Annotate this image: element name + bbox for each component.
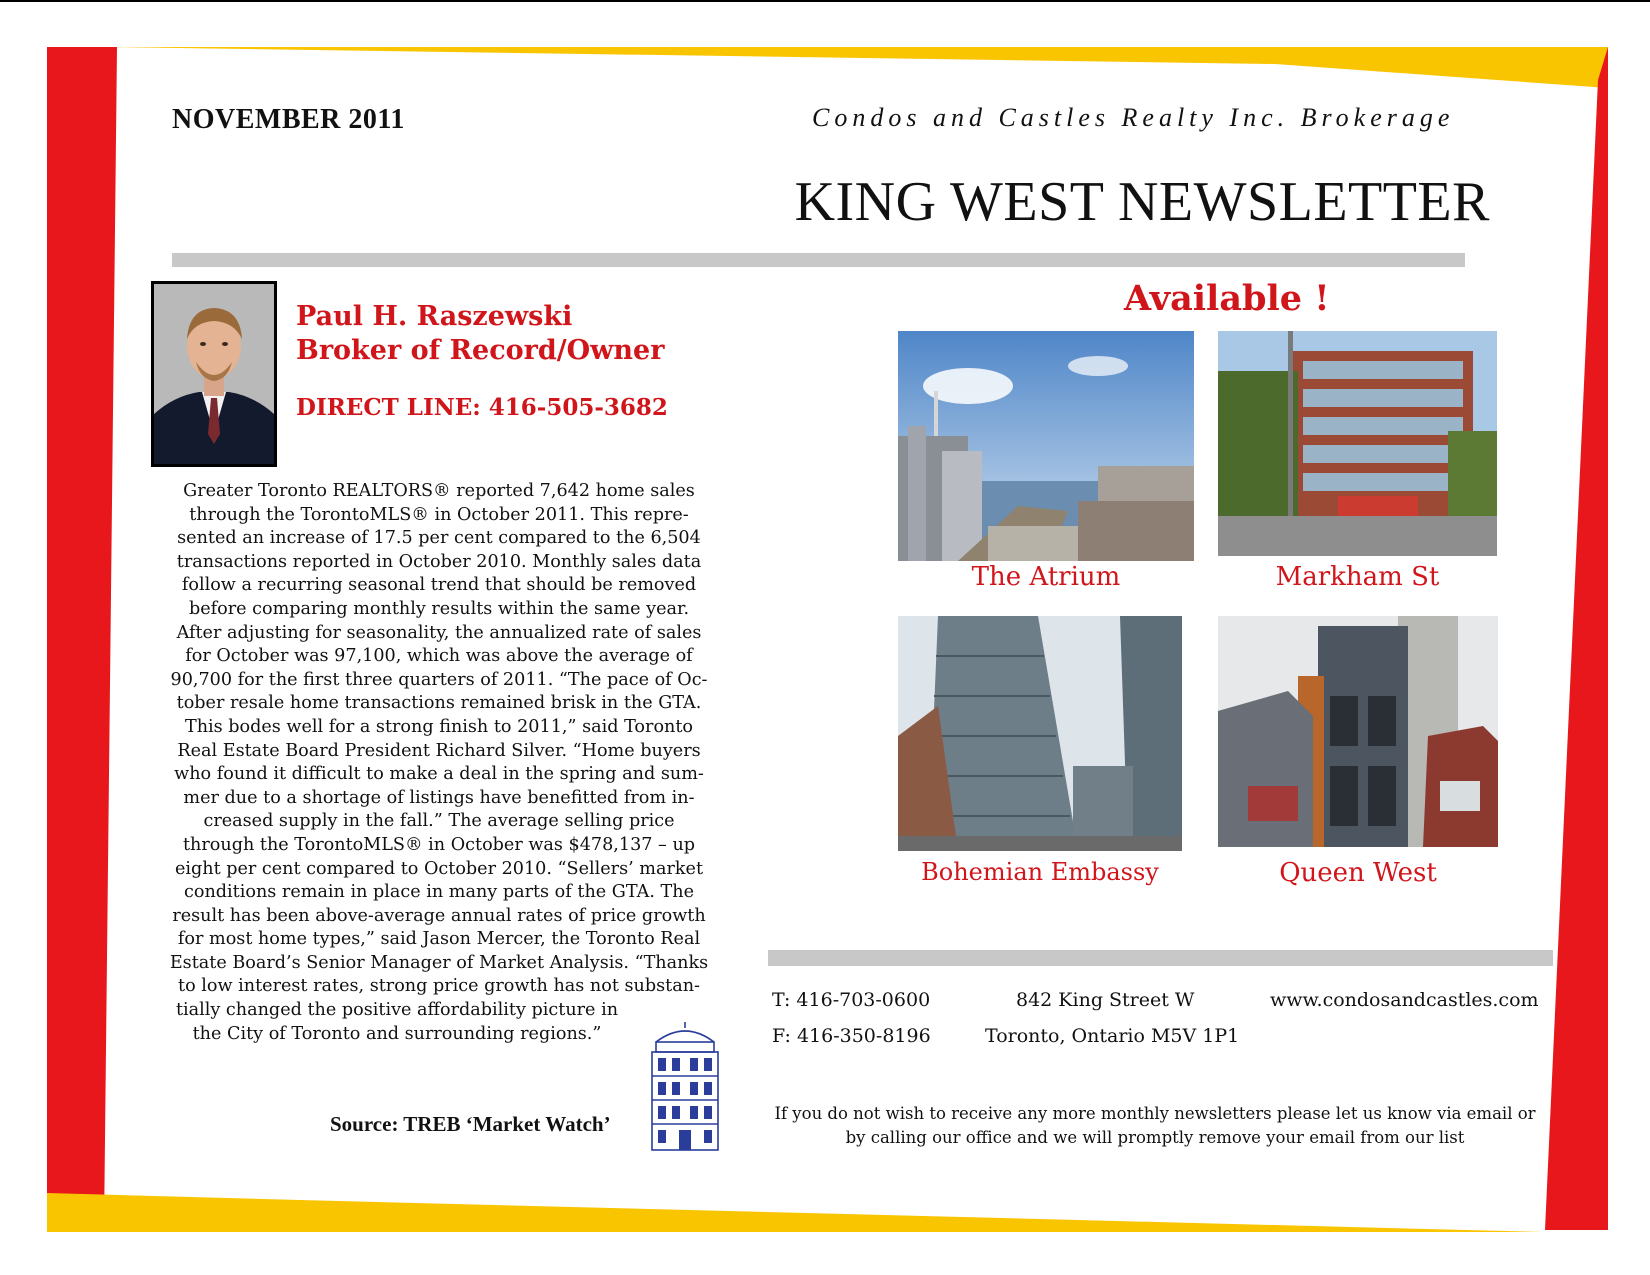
header-divider <box>172 253 1465 267</box>
article-line: conditions remain in place in many parts of the GTA. The <box>184 882 694 903</box>
website-link[interactable]: www.condosandcastles.com <box>1270 989 1539 1011</box>
street-address: 842 King Street W <box>1016 989 1195 1011</box>
city-address: Toronto, Ontario M5V 1P1 <box>985 1025 1240 1047</box>
left-red-band <box>47 47 117 1230</box>
article-line: result has been above-average annual rates of price growth <box>172 905 706 926</box>
unsubscribe-line: If you do not wish to receive any more monthly newsletters please let us know via email or <box>774 1104 1536 1123</box>
unsubscribe-line: by calling our office and we will promptly remove your email from our list <box>845 1128 1465 1147</box>
article-line: for most home types,” said Jason Mercer, the Toronto Real <box>177 929 701 950</box>
article-line: sented an increase of 17.5 per cent compared to the 6,504 <box>177 528 701 549</box>
fax-number: F: 416-350-8196 <box>772 1025 931 1047</box>
listing-caption[interactable]: Markham St <box>1275 562 1440 592</box>
issue-date: NOVEMBER 2011 <box>172 104 405 135</box>
brokerage-name: Condos and Castles Realty Inc. Brokerage <box>812 103 1455 132</box>
right-red-band <box>1545 47 1608 1230</box>
article-line: through the TorontoMLS® in October 2011. This repre- <box>189 504 689 525</box>
listing-photo-bohemian-embassy[interactable] <box>898 616 1182 851</box>
article-source: Source: TREB ‘Market Watch’ <box>330 1112 611 1136</box>
market-article <box>160 480 718 1046</box>
agent-portrait <box>151 281 277 467</box>
article-line: Real Estate Board President Richard Silver. “Home buyers <box>177 740 701 761</box>
article-line: Estate Board’s Senior Manager of Market Analysis. “Thanks <box>169 952 709 973</box>
direct-line: DIRECT LINE: 416-505-3682 <box>296 394 668 421</box>
article-line: who found it difficult to make a deal in the spring and sum- <box>174 764 704 785</box>
contact-divider <box>768 950 1553 966</box>
article-line: 90,700 for the first three quarters of 2011. “The pace of Oc- <box>170 669 708 690</box>
newsletter-title: KING WEST NEWSLETTER <box>794 171 1490 233</box>
article-line: before comparing monthly results within the same year. <box>188 598 690 619</box>
listing-photo-the-atrium[interactable] <box>898 331 1194 561</box>
agent-role: Broker of Record/Owner <box>296 335 665 366</box>
listing-caption[interactable]: The Atrium <box>971 562 1121 592</box>
listing-photo-markham-st[interactable] <box>1218 331 1497 556</box>
bottom-yellow-band <box>47 1193 1545 1232</box>
article-line: After adjusting for seasonality, the annualized rate of sales <box>176 622 702 643</box>
article-line: transactions reported in October 2010. Monthly sales data <box>176 551 702 572</box>
article-line: tober resale home transactions remained brisk in the GTA. <box>176 693 702 714</box>
article-line: to low interest rates, strong price growth has not substan- <box>178 976 700 997</box>
agent-name: Paul H. Raszewski <box>296 301 573 332</box>
article-line: eight per cent compared to October 2010. “Sellers’ market <box>174 858 704 879</box>
top-yellow-band <box>108 47 1608 88</box>
article-line: This bodes well for a strong finish to 2011,” said Toronto <box>184 716 694 737</box>
article-line: through the TorontoMLS® in October was $478,137 – up <box>182 834 696 855</box>
article-line: tially changed the positive affordability picture in <box>175 1000 619 1021</box>
article-line: creased supply in the fall.” The average selling price <box>203 811 675 832</box>
listing-photo-queen-west[interactable] <box>1218 616 1498 847</box>
article-line: follow a recurring seasonal trend that should be removed <box>181 575 697 596</box>
article-line: for October was 97,100, which was above the average of <box>185 646 693 667</box>
listing-caption[interactable]: Queen West <box>1279 858 1437 888</box>
listing-caption[interactable]: Bohemian Embassy <box>921 858 1159 886</box>
article-line: the City of Toronto and surrounding regions.” <box>192 1023 602 1044</box>
available-heading: Available ! <box>1124 278 1330 319</box>
article-line: Greater Toronto REALTORS® reported 7,642 home sales <box>183 481 695 501</box>
agent-info <box>296 300 664 368</box>
castle-building-logo <box>648 1020 722 1152</box>
unsubscribe-notice <box>770 1102 1540 1150</box>
phone-number: T: 416-703-0600 <box>772 989 931 1011</box>
article-line: mer due to a shortage of listings have benefitted from in- <box>183 787 695 808</box>
